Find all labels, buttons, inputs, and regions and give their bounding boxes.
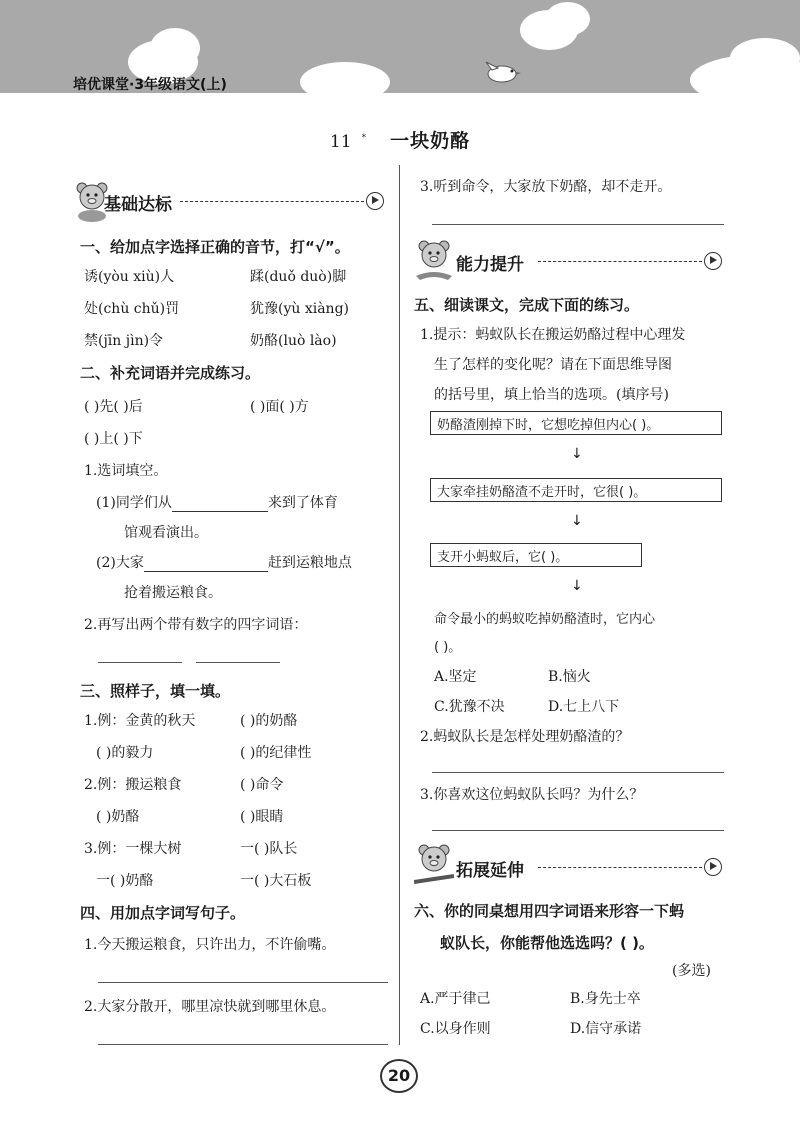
bear-mascot-icon: [414, 842, 454, 890]
q3-item: ( )的毅力: [96, 745, 154, 761]
flow-last-2[interactable]: ( )。: [434, 640, 462, 655]
option: C.以身作则: [420, 1021, 491, 1037]
arrow-down-icon: ↓: [571, 446, 583, 462]
option: B.身先士卒: [570, 991, 641, 1007]
q5-intro-2: 生了怎样的变化呢？请在下面思维导图: [434, 357, 672, 373]
q2-item: ( )先( )后: [84, 399, 143, 415]
q3-item: 3.例：一棵大树: [84, 841, 182, 857]
q2-sub2: 2.再写出两个带有数字的四字词语：: [84, 617, 308, 633]
answer-line[interactable]: [98, 982, 388, 983]
q5-heading: 五、细读课文，完成下面的练习。: [414, 296, 640, 314]
section-extension: [414, 846, 730, 894]
q2-s1a: [96, 492, 338, 512]
q2-s1a-post: 来到了体育: [267, 495, 338, 511]
q2-heading: 二、补充词语并完成练习。: [80, 364, 261, 382]
q1-item: 处(chù chǔ)罚: [84, 301, 180, 317]
q2-s1b-cont: 抢着搬运粮食。: [124, 585, 222, 601]
answer-blank[interactable]: [172, 496, 268, 512]
q1-item: 犹豫(yù xiàng): [250, 301, 349, 317]
q2-s1b-post: 赶到运粮地点: [267, 555, 352, 571]
q5-question-3: 3.你喜欢这位蚂蚁队长吗？为什么？: [420, 787, 644, 803]
flow-box[interactable]: 大家牵挂奶酪渣不走开时，它很( )。: [430, 478, 722, 502]
header-band: [0, 0, 800, 93]
q1-item: 奶酪(luò lào): [250, 333, 337, 349]
answer-line[interactable]: [432, 830, 724, 831]
play-icon: [366, 192, 384, 210]
q2-s1b-pre: (2)大家: [96, 555, 144, 571]
section-dash: [538, 261, 702, 262]
q3-item: 一( )队长: [240, 841, 298, 857]
q2-s1b: [96, 552, 352, 572]
q3-item: ( )的奶酪: [240, 713, 298, 729]
flow-box[interactable]: 奶酪渣刚掉下时，它想吃掉但内心( )。: [430, 411, 722, 435]
q3-item: ( )的纪律性: [240, 745, 312, 761]
page-number: 20: [380, 1059, 418, 1093]
option: B.恼火: [548, 669, 591, 685]
section-advanced: [414, 240, 730, 288]
q3-item: ( )命令: [240, 777, 284, 793]
play-icon: [704, 252, 722, 270]
answer-line[interactable]: [98, 1044, 388, 1045]
q3-item: ( )眼睛: [240, 809, 284, 825]
bird-icon: [482, 58, 522, 86]
q2-s1a-pre: (1)同学们从: [96, 495, 172, 511]
answer-line[interactable]: [432, 224, 724, 225]
cloud-decoration: [545, 2, 590, 36]
q1-item: 蹂(duǒ duò)脚: [250, 269, 347, 285]
lesson-mark: *: [361, 132, 367, 143]
flow-box[interactable]: 支开小蚂蚁后，它( )。: [430, 543, 642, 567]
section-basic: [74, 180, 390, 228]
section-dash: [180, 201, 364, 202]
q2-s1a-cont: 馆观看演出。: [124, 525, 208, 541]
q5-intro-1: 1.提示：蚂蚁队长在搬运奶酪过程中心理发: [420, 327, 686, 343]
q4-heading: 四、用加点字词写句子。: [80, 904, 246, 922]
answer-line[interactable]: [432, 772, 724, 773]
q3-item: ( )奶酪: [96, 809, 140, 825]
option: C.犹豫不决: [434, 699, 505, 715]
arrow-down-icon: ↓: [571, 513, 583, 529]
q3-heading: 三、照样子，填一填。: [80, 682, 231, 700]
lesson-title: [0, 126, 800, 153]
cloud-decoration: [730, 38, 800, 78]
option: D.信守承诺: [570, 1021, 642, 1037]
q1-item: 禁(jīn jìn)令: [84, 333, 164, 349]
book-title: 培优课堂·3年级语文(上): [73, 77, 227, 93]
q6-line-2: 蚁队长，你能帮他选选吗？( )。: [440, 934, 654, 952]
q4-sentence-3: 3.听到命令，大家放下奶酪，却不走开。: [420, 179, 672, 195]
cloud-decoration: [150, 28, 200, 68]
cloud-decoration: [300, 62, 390, 93]
column-divider: [399, 165, 400, 1045]
q5-question-2: 2.蚂蚁队长是怎样处理奶酪渣的？: [420, 729, 630, 745]
lesson-number: 11: [329, 132, 352, 152]
lesson-name: 一块奶酪: [390, 130, 471, 152]
q2-item: ( )上( )下: [84, 431, 143, 447]
bear-mascot-icon: [414, 238, 454, 284]
q3-item: 2.例：搬运粮食: [84, 777, 182, 793]
q3-item: 一( )大石板: [240, 873, 312, 889]
q1-heading: 一、给加点字选择正确的音节，打“√”。: [80, 238, 350, 256]
q3-item: 一( )奶酪: [96, 873, 154, 889]
flow-last-1: 命令最小的蚂蚁吃掉奶酪渣时，它内心: [434, 612, 656, 627]
q3-item: 1.例：金黄的秋天: [84, 713, 196, 729]
q2-sub1: 1.选词填空。: [84, 463, 168, 479]
q2-item: ( )面( )方: [250, 399, 309, 415]
q6-note: (多选): [672, 963, 711, 979]
q5-intro-3: 的括号里，填上恰当的选项。(填序号): [434, 387, 669, 403]
q6-line-1: 六、你的同桌想用四字词语来形容一下蚂: [414, 902, 685, 920]
section-advanced-label: 能力提升: [456, 255, 524, 275]
section-extension-label: 拓展延伸: [456, 861, 524, 881]
answer-line[interactable]: [98, 662, 182, 663]
q4-sentence-2: 2.大家分散开，哪里凉快就到哪里休息。: [84, 999, 336, 1015]
answer-blank[interactable]: [144, 556, 268, 572]
q4-sentence-1: 1.今天搬运粮食，只许出力，不许偷嘴。: [84, 937, 336, 953]
q1-item: 诱(yòu xiù)人: [84, 269, 175, 285]
section-basic-label: 基础达标: [104, 195, 172, 215]
play-icon: [704, 858, 722, 876]
option: A.坚定: [434, 669, 477, 685]
arrow-down-icon: ↓: [571, 578, 583, 594]
option: D.七上八下: [548, 699, 620, 715]
option: A.严于律己: [420, 991, 491, 1007]
section-dash: [538, 867, 702, 868]
answer-line[interactable]: [196, 662, 280, 663]
